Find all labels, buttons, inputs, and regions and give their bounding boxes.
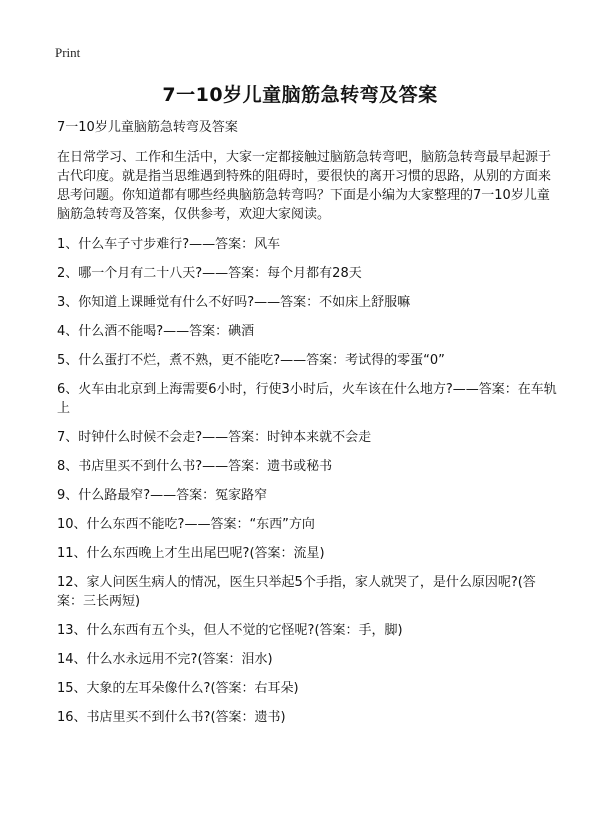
article-body (57, 118, 557, 737)
riddle-list (57, 235, 557, 727)
riddle-item-8: 8、书店里买不到什么书?——答案：遗书或秘书 (57, 459, 333, 474)
riddle-item-11: 11、什么东西晚上才生出尾巴呢?(答案：流星) (57, 546, 325, 561)
riddle-item-6: 6、火车由北京到上海需要6小时，行使3小时后，火车该在什么地方?——答案：在车轨上 (57, 382, 557, 416)
riddle-item-1: 1、什么车子寸步难行?——答案：风车 (57, 237, 281, 252)
riddle-item-3: 3、你知道上课睡觉有什么不好吗?——答案：不如床上舒服嘛 (57, 295, 411, 310)
riddle-item-14: 14、什么水永远用不完?(答案：泪水) (57, 652, 273, 667)
print-label: Print (55, 45, 81, 60)
riddle-item-5: 5、什么蛋打不烂，煮不熟，更不能吃?——答案：考试得的零蛋“0” (57, 353, 445, 368)
article-subtitle: 7一10岁儿童脑筋急转弯及答案 (57, 120, 238, 135)
riddle-item-16: 16、书店里买不到什么书?(答案：遗书) (57, 710, 286, 725)
riddle-item-9: 9、什么路最窄?——答案：冤家路窄 (57, 488, 268, 503)
riddle-item-4: 4、什么酒不能喝?——答案：碘酒 (57, 324, 255, 339)
intro-paragraph: 在日常学习、工作和生活中，大家一定都接触过脑筋急转弯吧，脑筋急转弯最早起源于古代印度。就是指当思维遇到特殊的阻碍时，要很快的离开习惯的思路，从别的方面来思考问题。你知道都有哪些经典脑筋急转弯吗？下面是小编为大家整理的7一10岁儿童脑筋急转弯及答案，仅供参考，欢迎大家阅读。 (57, 150, 552, 222)
riddle-item-2: 2、哪一个月有二十八天?——答案：每个月都有28天 (57, 266, 362, 281)
riddle-item-7: 7、时钟什么时候不会走?——答案：时钟本来就不会走 (57, 430, 372, 445)
page-title: 7一10岁儿童脑筋急转弯及答案 (162, 84, 438, 106)
riddle-item-15: 15、大象的左耳朵像什么?(答案：右耳朵) (57, 681, 299, 696)
riddle-item-10: 10、什么东西不能吃?——答案：“东西”方向 (57, 517, 315, 532)
riddle-item-13: 13、什么东西有五个头，但人不觉的它怪呢?(答案：手，脚) (57, 623, 403, 638)
riddle-item-12: 12、家人问医生病人的情况，医生只举起5个手指，家人就哭了，是什么原因呢?(答案：三长两短) (57, 575, 536, 609)
